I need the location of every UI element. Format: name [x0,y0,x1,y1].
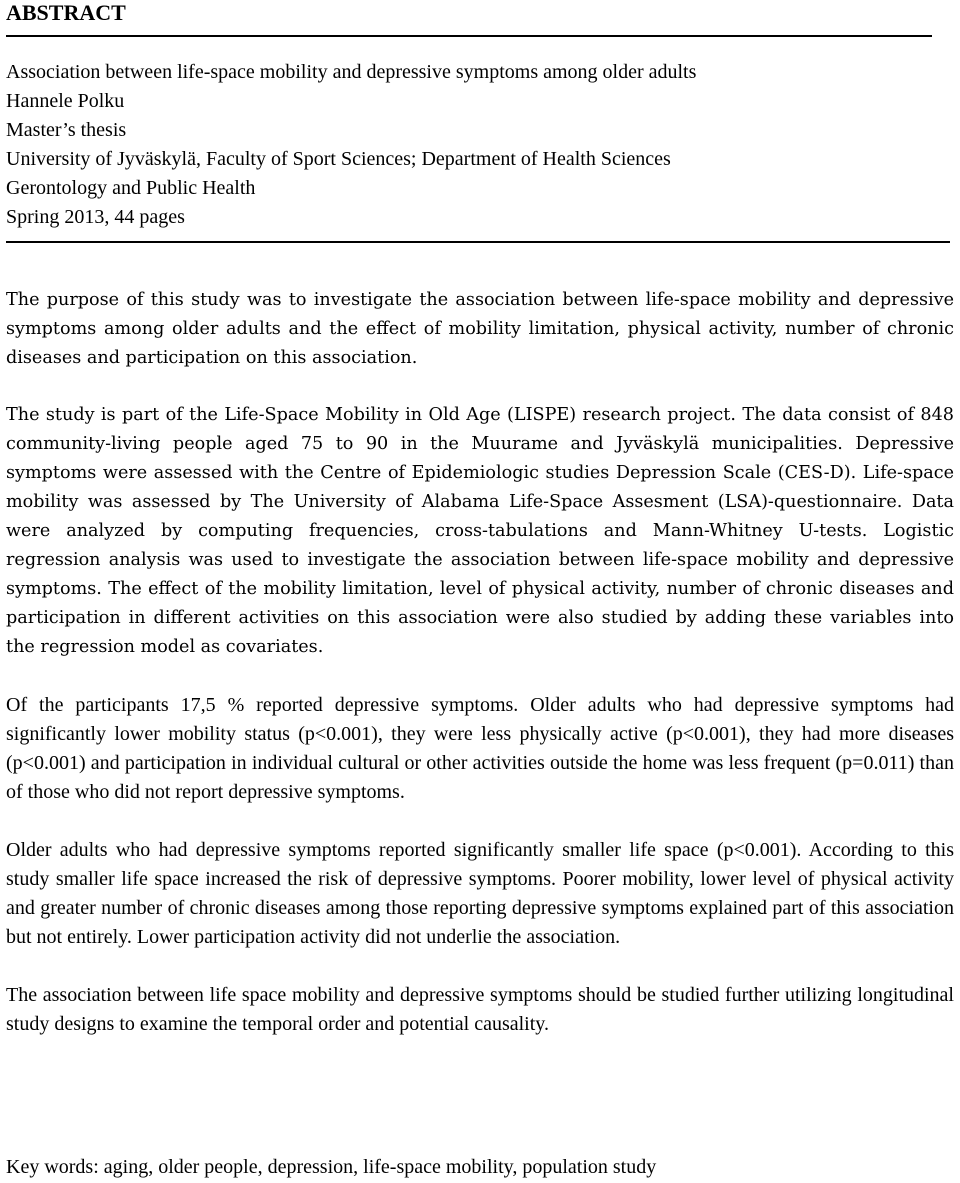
thesis-date-pages: Spring 2013, 44 pages [6,206,185,228]
paragraph-results: Of the participants 17,5 % reported depressive symptoms. Older adults who had depressive symptoms had significantly lower mobility status (p<0.001), they were less physically active (p<0.001), they had more diseases (p<0.001) and participation in individual cultural or other activities outside the home was less frequent (p=0.011) than of those who did not report depressive symptoms. [6,694,954,803]
middle-divider [6,241,950,243]
abstract-body [6,286,954,1039]
paragraph-purpose: The purpose of this study was to investigate the association between life-space mobility and depressive symptoms among older adults and the effect of mobility limitation, physical activity, number of chronic diseases and participation on this association. [6,290,954,368]
paragraph-conclusion: The association between life space mobility and depressive symptoms should be studied further utilizing longitudinal study designs to examine the temporal order and potential causality. [6,984,954,1035]
paragraph-methods: The study is part of the Life-Space Mobility in Old Age (LISPE) research project. The data consist of 848 community-living people aged 75 to 90 in the Muurame and Jyväskylä municipalities. Depressive symptoms were assessed with the Centre of Epidemiologic studies Depression Scale (CES-D). Life-space mobility was assessed by The University of Alabama Life-Space Assesment (LSA)-questionnaire. Data were analyzed by computing frequencies, cross-tabulations and Mann-Whitney U-tests. Logistic regression analysis was used to investigate the association between life-space mobility and depressive symptoms. The effect of the mobility limitation, level of physical activity, number of chronic diseases and participation in different activities on this association were also studied by adding these variables into the regression model as covariates. [6,405,954,657]
abstract-heading: ABSTRACT [6,0,126,25]
thesis-program: Gerontology and Public Health [6,177,256,199]
thesis-university: University of Jyväskylä, Faculty of Sport Sciences; Department of Health Sciences [6,148,671,170]
top-divider [6,35,932,37]
keywords: Key words: aging, older people, depression, life-space mobility, population study [6,1156,657,1178]
abstract-page [6,0,954,1178]
thesis-title: Association between life-space mobility and depressive symptoms among older adults [6,61,697,83]
paragraph-findings: Older adults who had depressive symptoms reported significantly smaller life space (p<0.001). According to this study smaller life space increased the risk of depressive symptoms. Poorer mobility, lower level of physical activity and greater number of chronic diseases among those reporting depressive symptoms explained part of this association but not entirely. Lower participation activity did not underlie the association. [6,839,954,948]
thesis-type: Master’s thesis [6,119,127,141]
thesis-author: Hannele Polku [6,90,125,112]
thesis-metadata [6,58,946,232]
